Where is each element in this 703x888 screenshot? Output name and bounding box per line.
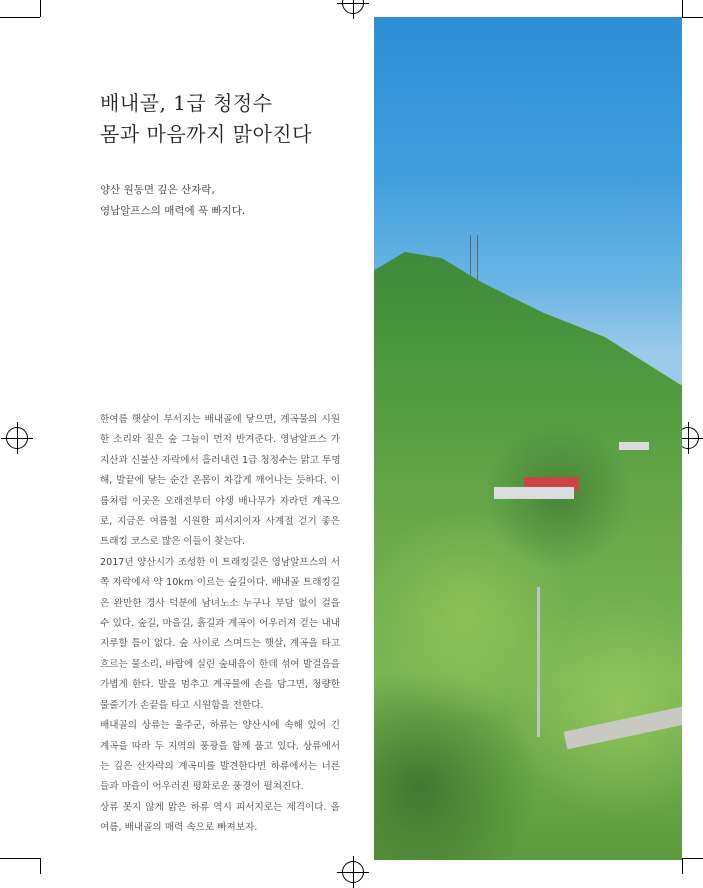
body-line: 지산과 신불산 자락에서 흘러내린 1급 청정수는 맑고 투명 (100, 454, 341, 466)
crop-mark (0, 858, 40, 859)
body-line: 배내골의 상류는 울주군, 하류는 양산시에 속해 있어 긴 (100, 720, 340, 732)
article-body (100, 410, 340, 839)
body-line: 들과 마을이 어우러진 평화로운 풍경이 펼쳐진다. (100, 781, 304, 793)
body-line: 계곡을 따라 두 지역의 풍광을 함께 품고 있다. 상류에서 (100, 740, 340, 752)
body-line: 쪽 자락에서 약 10km 이르는 숲길이다. 배내골 트래킹길 (100, 577, 340, 589)
body-line: 수 있다. 숲길, 마을길, 흙길과 계곡이 어우러져 걷는 내내 (100, 618, 340, 630)
registration-mark (342, 861, 364, 883)
house (494, 487, 574, 499)
article-subtitle (100, 180, 245, 222)
body-line: 흐르는 물소리, 바람에 실린 숲내음이 한데 섞여 발걸음을 (100, 658, 340, 670)
body-line: 여름, 배내골의 매력 속으로 빠져보자. (100, 822, 258, 834)
body-line: 은 완만한 경사 덕분에 남녀노소 누구나 부담 없이 걸을 (100, 597, 340, 609)
body-line: 상류 못지 않게 맑은 하류 역시 피서지로는 제격이다. 올 (100, 801, 340, 813)
subtitle-line: 영남알프스의 매력에 푹 빠지다. (100, 205, 246, 217)
house (619, 442, 649, 450)
registration-mark (6, 427, 28, 449)
body-line: 가볍게 한다. 발을 멈추고 계곡물에 손을 담그면, 청량한 (100, 679, 340, 691)
mountain (374, 252, 682, 860)
body-line: 지루할 틈이 없다. 숲 사이로 스며드는 햇살, 계곡을 타고 (100, 638, 340, 650)
title-line: 몸과 마음까지 맑아진다 (100, 122, 312, 146)
registration-mark (342, 0, 364, 14)
body-line: 한여름 햇살이 부서지는 배내골에 닿으면, 계곡물의 시원 (100, 414, 340, 425)
body-line: 름처럼 이곳은 오래전부터 야생 배나무가 자라던 계곡으 (100, 495, 340, 507)
body-line: 한 소리와 짙은 숲 그늘이 먼저 반겨준다. 영남알프스 가 (100, 434, 340, 446)
body-line: 로, 지금은 여름철 시원한 피서지이자 사계절 걷기 좋은 (100, 516, 340, 528)
crop-mark (40, 858, 41, 874)
crop-mark (0, 17, 40, 18)
body-line: 해, 발끝에 닿는 순간 온몸이 차갑게 깨어나는 듯하다. 이 (100, 475, 340, 487)
crop-mark (682, 0, 683, 17)
body-line: 는 깊은 산자락의 계곡미를 발견한다면 하류에서는 너른 (100, 760, 340, 772)
title-line: 배내골, 1급 청정수 (100, 91, 273, 115)
subtitle-line: 양산 원동면 깊은 산자락, (100, 184, 215, 196)
utility-pole (537, 587, 540, 737)
valley-photo (374, 17, 682, 860)
body-line: 2017년 양산시가 조성한 이 트래킹길은 영남알프스의 서 (100, 556, 340, 568)
body-line: 트래킹 코스로 많은 이들이 찾는다. (100, 536, 245, 548)
crop-mark (682, 858, 683, 874)
power-tower (470, 235, 478, 280)
article-title (100, 88, 312, 150)
crop-mark (40, 0, 41, 17)
body-line: 물줄기가 손끝을 타고 시원함을 전한다. (100, 699, 264, 711)
